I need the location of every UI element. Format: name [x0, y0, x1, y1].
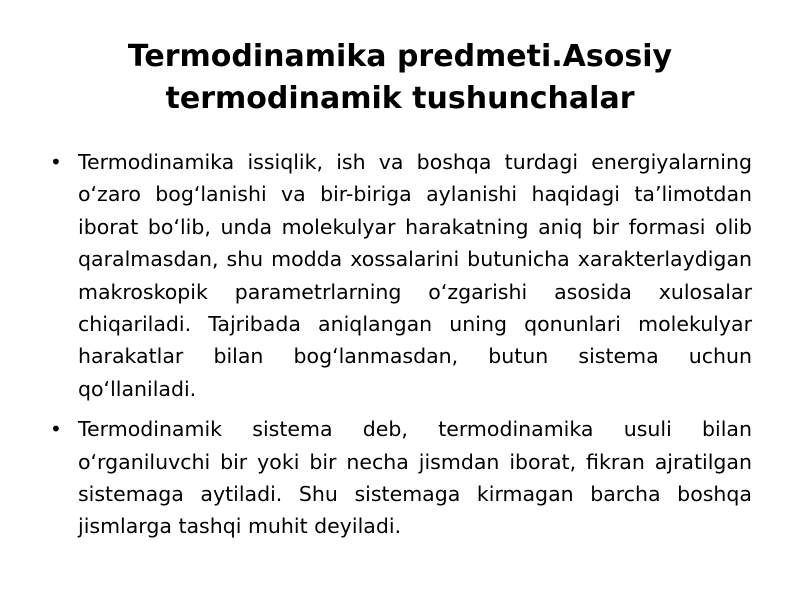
slide-title-line-2: termodinamik tushunchalar — [165, 81, 635, 116]
bullet-item-1 — [44, 146, 752, 405]
slide-title — [60, 36, 740, 120]
bullet-dot-icon: • — [50, 417, 62, 442]
bullet-list — [44, 146, 752, 551]
bullet-dot-icon: • — [50, 150, 62, 174]
bullet-text-2: Termodinamik sistema deb, termodinamika usuli bilan o‘rganiluvchi bir yoki bir necha jismdan iborat, fikran ajratilgan sistemaga aytiladi. Shu sistemaga kirmagan barcha boshqa jismlarga tashqi muhit deyiladi. — [78, 417, 752, 539]
slide-title-line-1: Termodinamika predmeti.Asosiy — [127, 39, 673, 74]
bullet-text-1: Termodinamika issiqlik, ish va boshqa turdagi energiyalarning o‘zaro bog‘lanishi va bir-biriga aylanishi haqidagi ta’limotdan iborat bo‘lib, unda molekulyar harakatning aniq bir formasi olib qaralmasdan, shu modda xossalarini butunicha xarakterlaydigan makroskopik parametrlarning o‘zgarishi asosida xulosalar chiqariladi. Tajribada aniqlangan uning qonunlari molekulyar harakatlar bilan bog‘lanmasdan, butun sistema uchun qo‘llaniladi. — [78, 150, 752, 401]
bullet-item-2 — [44, 413, 752, 543]
